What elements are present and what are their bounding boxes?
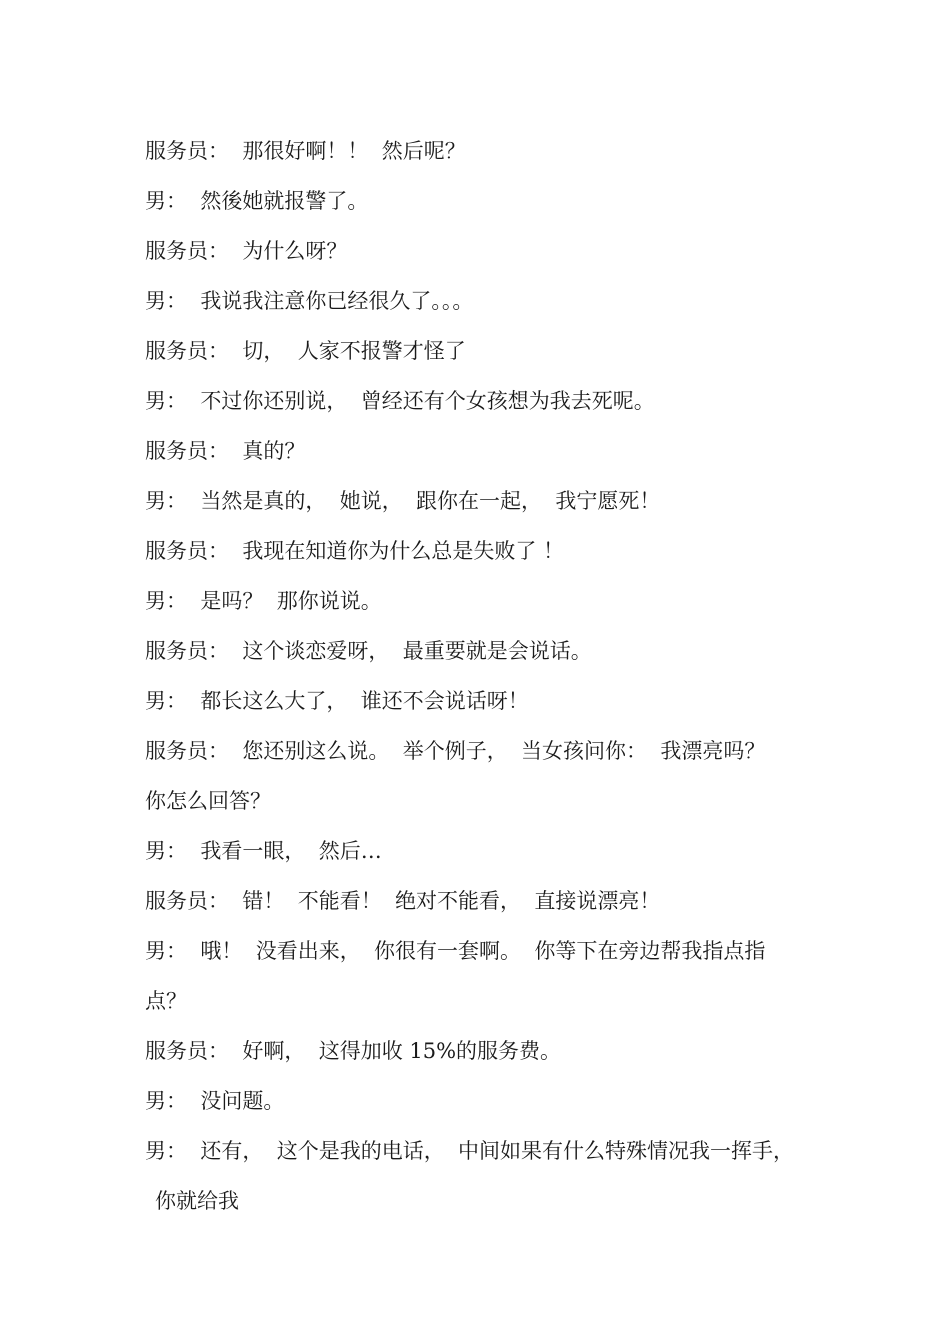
dialogue-line: 服务员： 好啊， 这得加收 15%的服务费。 [145,1039,562,1063]
dialogue-line: 服务员： 我现在知道你为什么总是失败了 ！ [145,539,565,563]
dialogue-line: 你就给我 [155,1189,239,1213]
dialogue-line: 男： 都长这么大了， 谁还不会说话呀！ [145,689,529,713]
dialogue-line: 男： 还有， 这个是我的电话， 中间如果有什么特殊情况我一挥手， [145,1139,795,1163]
dialogue-line: 你怎么回答？ [145,789,271,813]
dialogue-line: 男： 当然是真的， 她说， 跟你在一起， 我宁愿死！ [145,489,661,513]
dialogue-line: 男： 不过你还别说， 曾经还有个女孩想为我去死呢。 [145,389,655,413]
dialogue-line: 点？ [145,989,187,1013]
dialogue-line: 服务员： 真的？ [145,439,306,463]
dialogue-line: 男： 然後她就报警了。 [145,189,369,213]
dialogue-line: 男： 我看一眼， 然后… [145,839,382,863]
dialogue-line: 男： 没问题。 [145,1089,285,1113]
dialogue-line: 服务员： 这个谈恋爱呀， 最重要就是会说话。 [145,639,592,663]
dialogue-line: 男： 是吗？ 那你说说。 [145,589,382,613]
dialogue-line: 男： 我说我注意你已经很久了。。。 [145,289,474,313]
dialogue-line: 服务员： 为什么呀？ [145,239,348,263]
dialogue-text [145,132,845,1232]
dialogue-line: 服务员： 那很好啊！！ 然后呢？ [145,139,466,163]
dialogue-line: 服务员： 切， 人家不报警才怪了 [145,339,466,363]
dialogue-line: 服务员： 您还别这么说。 举个例子， 当女孩问你： 我漂亮吗？ [145,739,766,763]
dialogue-line: 服务员： 错！ 不能看！ 绝对不能看， 直接说漂亮！ [145,889,661,913]
dialogue-line: 男： 哦！ 没看出来， 你很有一套啊。 你等下在旁边帮我指点指 [145,939,766,963]
